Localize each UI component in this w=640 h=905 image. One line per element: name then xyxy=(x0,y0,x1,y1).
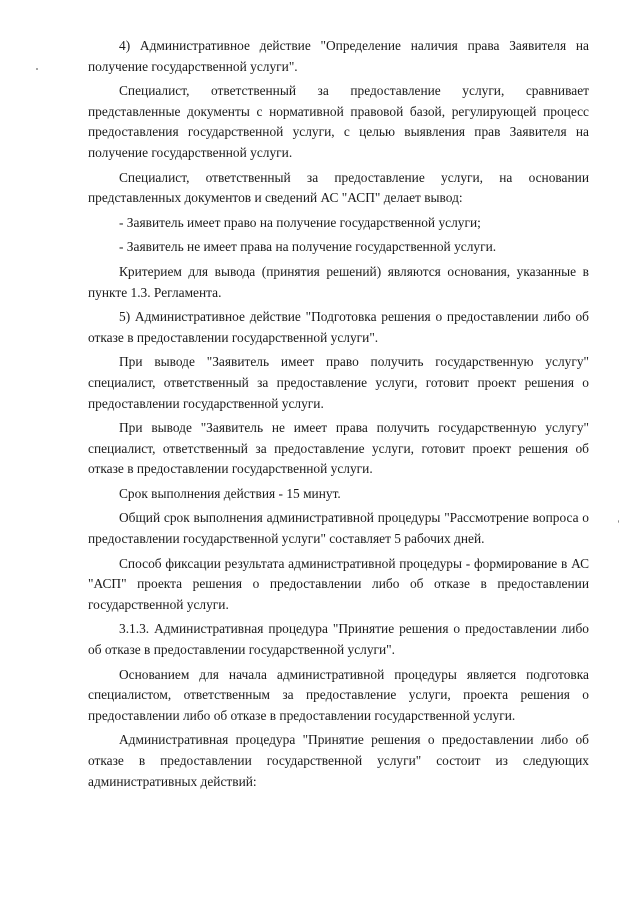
paragraph-positive-decision: При выводе "Заявитель имеет право получить государственную услугу" специалист, ответственный за предоставление услуги, готовит проект решения о предоставлении государственной услуги. xyxy=(88,354,589,411)
paragraph-fixation-method: Способ фиксации результата административной процедуры - формирование в АС "АСП" проекта решения о предоставлении либо об отказе в предоставлении государственной услуги. xyxy=(88,555,589,612)
paragraph-procedure-deadline: Общий срок выполнения административной процедуры "Рассмотрение вопроса о предоставлении государственной услуги" составляет 5 рабочих дней. xyxy=(88,510,589,547)
paragraph-conclusion-intro: Специалист, ответственный за предоставление услуги, на основании представленных документов и сведений АС "АСП" делает вывод: xyxy=(88,169,589,206)
scan-speck xyxy=(618,520,619,523)
paragraph-criterion: Критерием для вывода (принятия решений) являются основания, указанные в пункте 1.3. Регламента. xyxy=(88,263,589,300)
paragraph-action-5-title: 5) Административное действие "Подготовка решения о предоставлении либо об отказе в предоставлении государственной услуги". xyxy=(88,309,589,345)
paragraph-compare-documents: Специалист, ответственный за предоставление услуги, сравнивает представленные документы с нормативной правовой базой, регулирующей процесс предоставления государственной услуги, с целью выявления прав Заявителя на получение государственной услуги. xyxy=(88,83,589,160)
paragraph-action-4-title: 4) Административное действие "Определение наличия права Заявителя на получение государственной услуги". xyxy=(88,38,589,74)
section-3-1-3-heading: 3.1.3. Административная процедура "Принятие решения о предоставлении либо об отказе в предоставлении государственной услуги". xyxy=(88,621,589,658)
paragraph-action-deadline: Срок выполнения действия - 15 минут. xyxy=(119,485,341,501)
list-item-has-right: - Заявитель имеет право на получение государственной услуги; xyxy=(119,214,481,230)
paragraph-procedure-composition: Административная процедура "Принятие решения о предоставлении либо об отказе в предоставлении государственной услуги" состоит из следующих административных действий: xyxy=(88,732,589,789)
list-item-no-right: - Заявитель не имеет права на получение государственной услуги. xyxy=(119,239,497,255)
paragraph-procedure-basis: Основанием для начала административной процедуры является подготовка специалистом, ответственным за предоставление услуги, проекта решения о предоставлении либо об отказе в предоставлении государственной услуги. xyxy=(88,666,589,723)
scan-speck xyxy=(36,68,38,70)
document-body xyxy=(88,36,589,796)
paragraph-negative-decision: При выводе "Заявитель не имеет права получить государственную услугу" специалист, ответственный за предоставление услуги, готовит проект решения об отказе в предоставлении государственной услуги. xyxy=(88,420,589,477)
